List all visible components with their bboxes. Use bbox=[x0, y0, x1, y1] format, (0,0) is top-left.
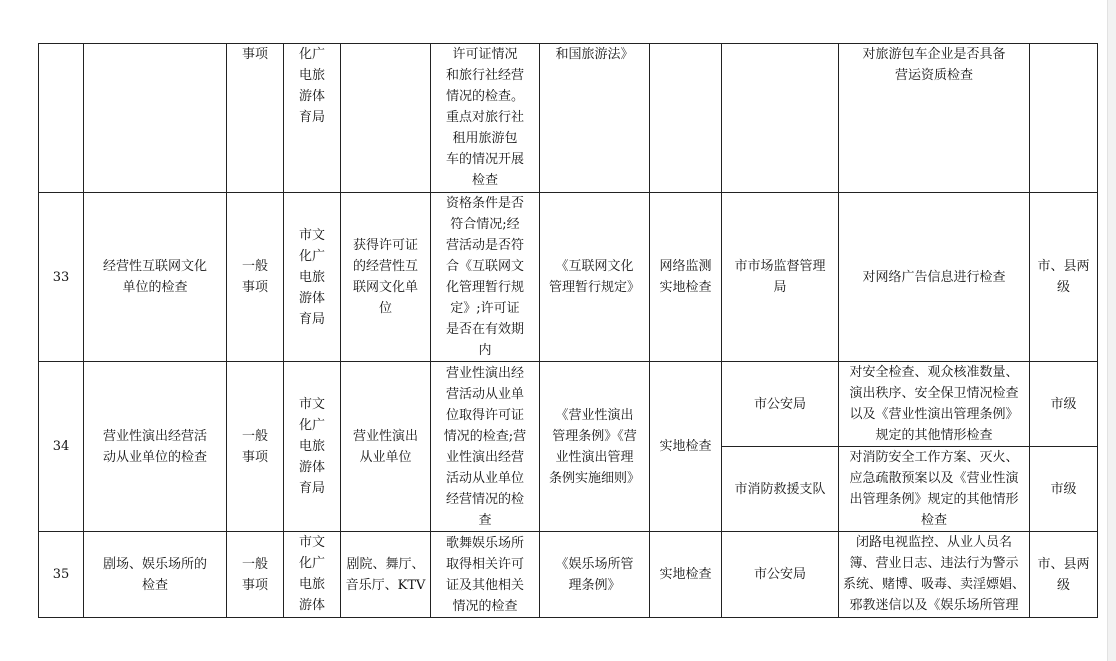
scrollbar[interactable] bbox=[1107, 0, 1116, 661]
cell-level: 市级 bbox=[1030, 362, 1098, 447]
cell-no: 35 bbox=[39, 532, 84, 618]
cell-department: 市文 化广 电旅 游体 bbox=[284, 532, 341, 618]
cell-item-type: 一般 事项 bbox=[227, 193, 284, 362]
table-row bbox=[39, 193, 1098, 362]
cell-basis: 《娱乐场所管 理条例》 bbox=[540, 532, 650, 618]
cell-coop-content: 闭路电视监控、从业人员名 簿、营业日志、违法行为警示 系统、赌博、吸毒、卖淫嫖娼、 邪教迷信以及《娱乐场所管理 bbox=[839, 532, 1030, 618]
cell-object: 剧院、舞厅、 音乐厅、KTV bbox=[341, 532, 431, 618]
cell-no: 34 bbox=[39, 362, 84, 532]
cell-department: 市文 化广 电旅 游体 育局 bbox=[284, 362, 341, 532]
cell-method: 网络监测 实地检查 bbox=[650, 193, 722, 362]
cell-coop-dept: 市公安局 bbox=[722, 532, 839, 618]
cell-item-type: 一般 事项 bbox=[227, 362, 284, 532]
cell-coop-dept: 市消防救援支队 bbox=[722, 447, 839, 532]
cell-level bbox=[1030, 44, 1098, 193]
cell-no bbox=[39, 44, 84, 193]
cell-item-name bbox=[84, 44, 227, 193]
cell-coop-content: 对网络广告信息进行检查 bbox=[839, 193, 1030, 362]
cell-object: 营业性演出 从业单位 bbox=[341, 362, 431, 532]
cell-no: 33 bbox=[39, 193, 84, 362]
cell-item-name: 剧场、娱乐场所的 检查 bbox=[84, 532, 227, 618]
table-row bbox=[39, 44, 1098, 193]
cell-item-name: 营业性演出经营活 动从业单位的检查 bbox=[84, 362, 227, 532]
cell-level: 市、县两级 bbox=[1030, 532, 1098, 618]
cell-method: 实地检查 bbox=[650, 532, 722, 618]
cell-coop-content: 对安全检查、观众核准数量、 演出秩序、安全保卫情况检查 以及《营业性演出管理条例》 规定的其他情形检查 bbox=[839, 362, 1030, 447]
cell-level: 市级 bbox=[1030, 447, 1098, 532]
cell-basis: 《互联网文化 管理暂行规定》 bbox=[540, 193, 650, 362]
cell-coop-dept bbox=[722, 44, 839, 193]
cell-item-name: 经营性互联网文化 单位的检查 bbox=[84, 193, 227, 362]
table-row bbox=[39, 532, 1098, 618]
cell-department: 市文 化广 电旅 游体 育局 bbox=[284, 193, 341, 362]
table-row bbox=[39, 362, 1098, 447]
cell-level: 市、县两级 bbox=[1030, 193, 1098, 362]
cell-object: 获得许可证 的经营性互 联网文化单 位 bbox=[341, 193, 431, 362]
cell-method: 实地检查 bbox=[650, 362, 722, 532]
cell-department: 化广 电旅 游体 育局 bbox=[284, 44, 341, 193]
cell-item-type: 一般 事项 bbox=[227, 532, 284, 618]
cell-content: 营业性演出经 营活动从业单 位取得许可证 情况的检查;营 业性演出经营 活动从业单位 经营情况的检 查 bbox=[431, 362, 540, 532]
cell-method bbox=[650, 44, 722, 193]
cell-basis: 《营业性演出 管理条例》《营 业性演出管理 条例实施细则》 bbox=[540, 362, 650, 532]
cell-content: 资格条件是否 符合情况;经 营活动是否符 合《互联网文 化管理暂行规 定》;许可证 是否在有效期 内 bbox=[431, 193, 540, 362]
cell-object bbox=[341, 44, 431, 193]
cell-coop-dept: 市市场监督管理 局 bbox=[722, 193, 839, 362]
cell-coop-dept: 市公安局 bbox=[722, 362, 839, 447]
cell-coop-content: 对消防安全工作方案、灭火、 应急疏散预案以及《营业性演 出管理条例》规定的其他情形 检查 bbox=[839, 447, 1030, 532]
cell-basis: 和国旅游法》 bbox=[540, 44, 650, 193]
cell-coop-content: 对旅游包车企业是否具备 营运资质检查 bbox=[839, 44, 1030, 193]
cell-content: 许可证情况 和旅行社经营 情况的检查。 重点对旅行社 租用旅游包 车的情况开展 检查 bbox=[431, 44, 540, 193]
cell-item-type: 事项 bbox=[227, 44, 284, 193]
cell-content: 歌舞娱乐场所 取得相关许可 证及其他相关 情况的检查 bbox=[431, 532, 540, 618]
inspection-table bbox=[38, 43, 1098, 618]
